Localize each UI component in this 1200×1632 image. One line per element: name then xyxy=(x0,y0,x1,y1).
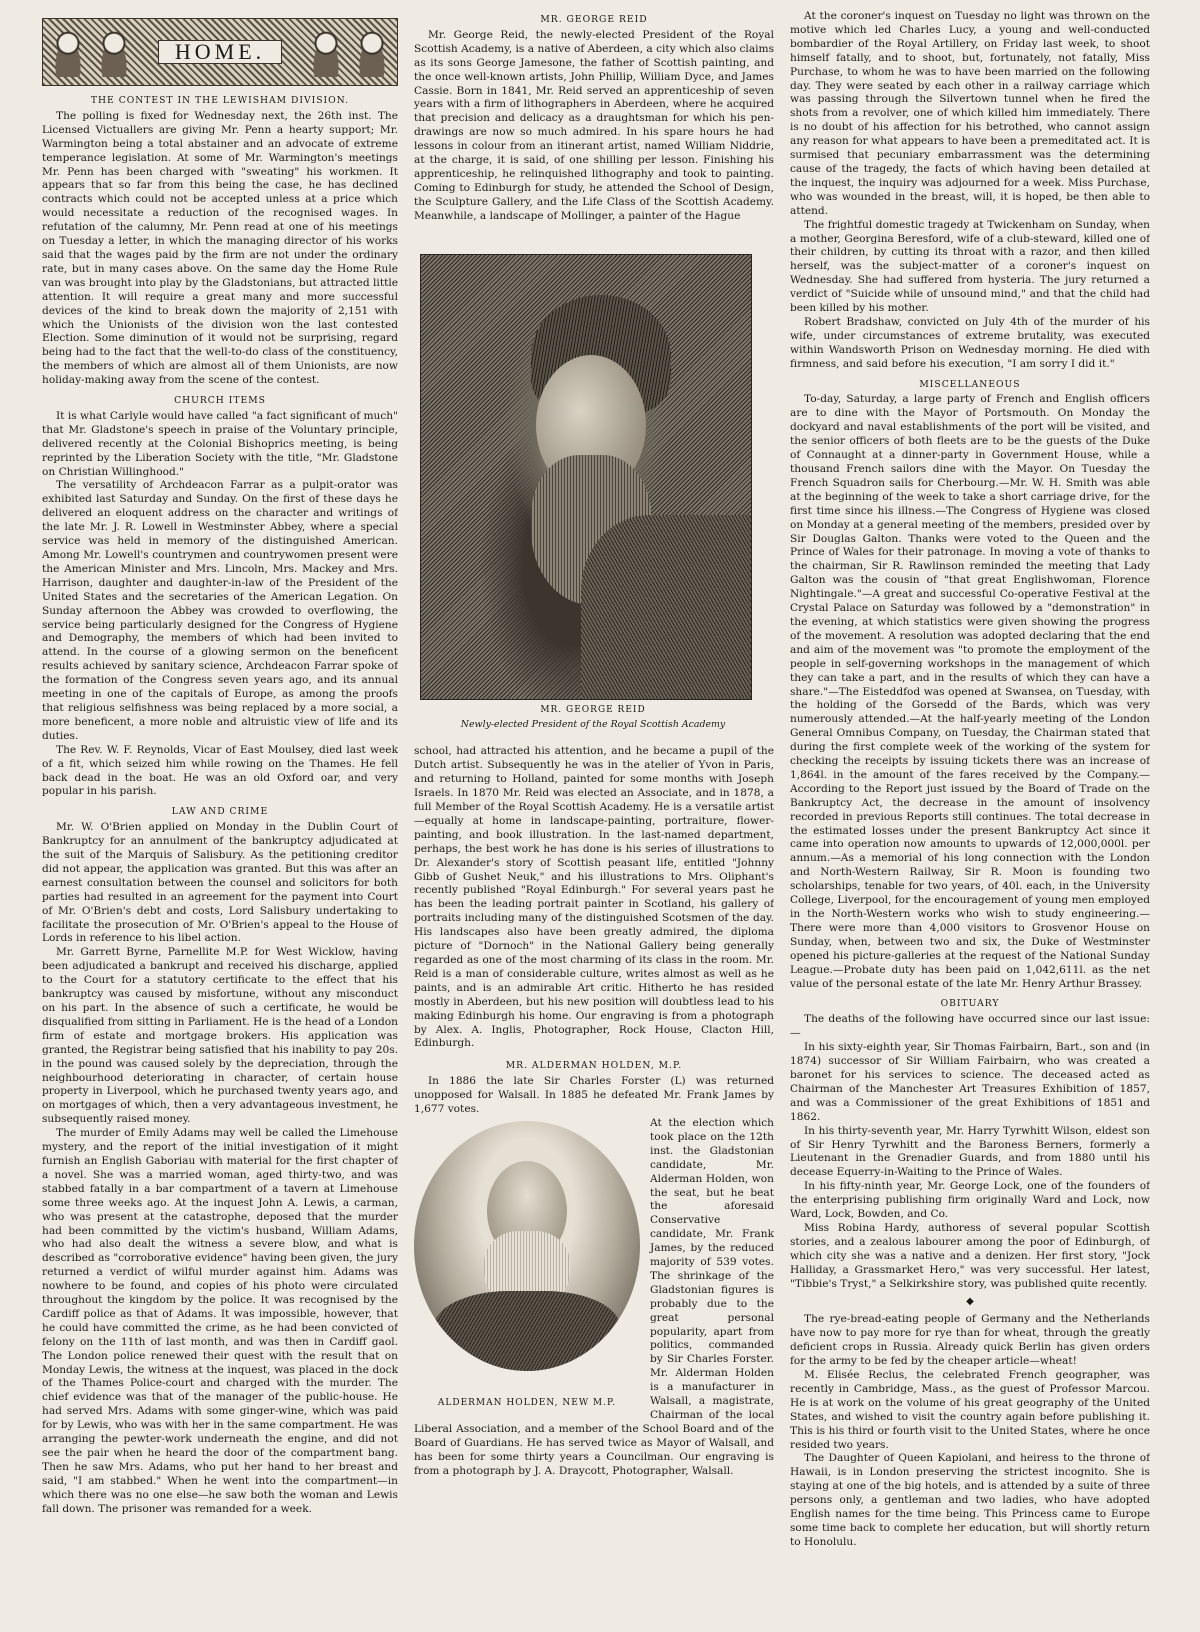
reid-portrait-subcaption: Newly-elected President of the Royal Scottish Academy xyxy=(460,718,726,730)
section-heading-obituary: OBITUARY xyxy=(940,998,1000,1010)
article-paragraph: The frightful domestic tragedy at Twickenham on Sunday, when a mother, Georgina Beresford, wife of a club-steward, killed one of their children, by cutting its throat with a razor, and then killed herself, was the subject-matter of a coroner's inquest on Wednesday. She had suffered from hysteria. The jury returned a verdict of "Suicide while of unsound mind," and that the child had been killed by his mother. xyxy=(790,218,1150,315)
article-paragraph: The rye-bread-eating people of Germany and the Netherlands have now to pay more for rye than for wheat, through the greatly deficient crops in Russia. Already quick Berlin has given orders for the army to be fed by the cheaper article—wheat! xyxy=(790,1313,1150,1368)
article-paragraph: Mr. W. O'Brien applied on Monday in the Dublin Court of Bankruptcy for an annulment of the bankruptcy adjudicated at the suit of the Marquis of Salisbury. As the petitioning creditor did not appear, the application was granted. But this was after an earnest consultation between the counsel and solicitors for both parties had resulted in an agreement for the payment into Court of Mr. O'Brien's debt and costs, Lord Salisbury undertaking to facilitate the prosecution of Mr. O'Brien's appeal to the House of Lords in reference to his libel action. xyxy=(42,821,398,945)
holden-portrait-image xyxy=(414,1121,640,1371)
column-right xyxy=(790,10,1150,1622)
article-paragraph: The Daughter of Queen Kapiolani, and heiress to the throne of Hawaii, is in London preserving the strictest incognito. She is staying at one of the big hotels, and is attended by a suite of three persons only, a gentleman and two ladies, who have adopted English names for the time being. This Princess came to Europe some time back to complete her education, but will shortly return to Honolulu. xyxy=(790,1452,1150,1548)
column-middle xyxy=(414,10,774,1622)
article-paragraph: At the coroner's inquest on Tuesday no light was thrown on the motive which led Charles Lucy, a young and well-conducted bombardier of the Royal Artillery, on Friday last week, to shoot himself fatally, and to shoot, but, fortunately, not fatally, Miss Purchase, to whom he was to have been married on the following day. They were seated by each other in a railway carriage which was passing through the Silvertown tunnel when he fired the shots from a revolver, one of which killed him immediately. There is no doubt of his affection for his betrothed, who cannot assign any reason for what appears to have been a premeditated act. It is surmised that pecuniary embarrassment was the determining cause of the tragedy, the facts of which having been detailed at the inquest, the inquiry was adjourned for a week. Miss Purchase, who was wounded in the breast, will, it is hoped, be then able to attend. xyxy=(790,10,1150,217)
reid-portrait-figure xyxy=(420,254,766,732)
article-paragraph: In 1886 the late Sir Charles Forster (L) was returned unopposed for Walsall. In 1885 he defeated Mr. Frank James by 1,677 votes. xyxy=(414,1075,774,1116)
holden-portrait-caption: ALDERMAN HOLDEN, NEW M.P. xyxy=(437,1397,617,1408)
article-paragraph: The murder of Emily Adams may well be called the Limehouse mystery, and the report of the initial investigation of it might furnish an English Gaboriau with material for the first chapter of a novel. She was a married woman, aged thirty-two, and was stabbed fatally in a bar compartment of a tavern at Limehouse some three weeks ago. At the inquest John A. Lewis, a carman, who was present at the catastrophe, deposed that the murder had been committed by the victim's husband, William Adams, who had also dealt the witness a severe blow, and what is described as "corroborative evidence" having been given, the jury returned a verdict of wilful murder against him. Adams was nowhere to be found, and copies of his photo were circulated throughout the kingdom by the police. It was recognised by the Cardiff police as that of Adams. It was impossible, however, that he could have committed the crime, as he had been convicted of felony on the 11th of last month, and was then in Cardiff gaol. The London police renewed their quest with the result that on Monday Lewis, the witness at the inquest, was placed in the dock of the Thames Police-court and charged with the murder. The chief evidence was that of the manager of the public-house. He had served Mrs. Adams with some ginger-wine, which was paid for by Lewis, who was with her in the same compartment. He was arranging the pewter-work underneath the engine, and did not see the pair when he heard the door of the compartment bang. Then he saw Mrs. Adams, who put her hand to her breast and said, "I am stabbed." When he went into the compartment—in which there was no one else—he saw both the woman and Lewis fall down. The prisoner was remanded for a week. xyxy=(42,1127,398,1515)
masthead-ornament-right-inner xyxy=(307,25,345,77)
portrait-coat xyxy=(434,1291,620,1371)
portrait-coat xyxy=(581,515,751,700)
article-paragraph: Robert Bradshaw, convicted on July 4th of the murder of his wife, under circumstances of extreme brutality, was executed within Wandsworth Prison on Wednesday morning. He died with firmness, and said before his execution, "I am sorry I did it." xyxy=(790,315,1150,370)
section-heading-miscellaneous: MISCELLANEOUS xyxy=(919,378,1021,390)
masthead-ornament-left xyxy=(49,25,87,77)
article-paragraph: The deaths of the following have occurred since our last issue:— xyxy=(790,1013,1150,1040)
article-paragraph: To-day, Saturday, a large party of French and English officers are to dine with the Mayor of Portsmouth. On Monday the dockyard and naval establishments of the port will be visited, and the senior officers of both fleets are to be the guests of the Duke of Connaught at a dinner-party in Government House, while a thousand French sailors dine with the Mayor. On Tuesday the French Squadron sails for Cherbourg.—Mr. W. H. Smith was able at the beginning of the week to take a short carriage drive, for the first time since his illness.—The Congress of Hygiene was closed on Monday at a general meeting of the members, presided over by Sir Douglas Galton. Thanks were voted to the Queen and the Prince of Wales for their patronage. In moving a vote of thanks to the chairman, Sir R. Rawlinson reminded the meeting that Lady Galton was the cousin of "that great Englishwoman, Florence Nightingale."—A great and successful Co-operative Festival at the Crystal Palace on Saturday was followed by a "demonstration" in the evening, at which statistics were given showing the progress of the movement. A resolution was adopted declaring that the end and aim of the movement was "to promote the employment of the people in self-governing workshops in the management of which they can take a part, and in the results of which they can have a share."—The Eisteddfod was opened at Swansea, on Tuesday, with the holding of the Gorsedd of the Bards, which was very numerously attended.—At the half-yearly meeting of the London General Omnibus Company, on Tuesday, the Chairman stated that during the first complete week of the working of the system for checking the receipts by issuing tickets there was an increase of 1,864l. in the amount of the fares received by the Company.—According to the Report just issued by the Board of Trade on the Bankruptcy Act, the decrease in the amount of insolvency recorded in previous Reports still continues. The total decrease in the estimated losses under the present Bankruptcy Act since it came into operation now amounts to upwards of 12,000,000l. per annum.—As a memorial of his long connection with the London and North-Western Railway, Sir R. Moon is founding two scholarships, tenable for two years, of 40l. each, in the University College, Liverpool, for the encouragement of young men employed in the North-Western works who wish to study engineering.—There were more than 4,000 visitors to Grosvenor House on Sunday, when, between two and six, the Duke of Westminster opened his picture-galleries at the request of the National Sunday League.—Probate duty has been paid on 1,042,611l. as the net value of the personal estate of the late Mr. Henry Arthur Brassey. xyxy=(790,393,1150,990)
masthead-ornament-right xyxy=(353,25,391,77)
section-heading-lewisham: THE CONTEST IN THE LEWISHAM DIVISION. xyxy=(90,95,350,106)
masthead-ornament-left-inner xyxy=(95,25,133,77)
section-heading-church: CHURCH ITEMS xyxy=(174,395,266,407)
reid-portrait-caption: MR. GEORGE REID xyxy=(540,704,646,715)
masthead-title: HOME. xyxy=(158,40,282,64)
article-paragraph: Mr. George Reid, the newly-elected President of the Royal Scottish Academy, is a native of Aberdeen, a city which also claims as its sons George Jamesone, the father of Scottish painting, and the once well-known artists, John Phillip, William Dyce, and James Cassie. Born in 1841, Mr. Reid served an apprenticeship of seven years with a firm of lithographers in Aberdeen, where he acquired that precision and delicacy as a draughtsman for which his pen-drawings are now so much admired. In his spare hours he had lessons in colour from an itinerant artist, named William Niddrie, at the charge, it is said, of one shilling per lesson. Finishing his apprenticeship, he relinquished lithography and took to painting. Coming to Edinburgh for study, he attended the School of Design, the Sculpture Gallery, and the Life Class of the Scottish Academy. Meanwhile, a landscape of Mollinger, a painter of the Hague xyxy=(414,28,774,222)
column-left xyxy=(42,10,398,1622)
article-paragraph: At the election which took place on the 12th inst. the Gladstonian candidate, Mr. Alderman Holden, won the seat, but he beat the aforesaid Conservative candidate, Mr. Frank James, by the reduced majority of 539 votes. The shrinkage of the Gladstonian figures is probably due to the great personal popularity, apart from politics, commanded by Sir Charles Forster. Mr. Alderman Holden is a manufacturer in Walsall, a magistrate, Chairman of the local Liberal Association, and a member of the School Board and of the Board of Guardians. He has served twice as Mayor of Walsall, and has been for some thirty years a Councilman. Our engraving is from a photograph by J. A. Draycott, Photographer, Walsall. xyxy=(414,1116,774,1477)
home-masthead xyxy=(42,18,398,86)
article-paragraph: The polling is fixed for Wednesday next, the 26th inst. The Licensed Victuallers are giving Mr. Penn a hearty support; Mr. Warmington being a total abstainer and an advocate of extreme temperance legislation. At some of Mr. Warmington's meetings Mr. Penn has been charged with "sweating" his workmen. It appears that so far from this being the case, he has declined contracts which could not be accepted unless at a price which would necessitate a reduction of the recognised wages. In refutation of the calumny, Mr. Penn read at one of his meetings on Tuesday a letter, in which the managing director of his works said that the wages paid by the firm are not under the ordinary rate, but in many cases above. On the same day the Home Rule van was brought into play by the Gladstonians, but attracted little attention. It will require a great many and more successful devices of the kind to break down the majority of 2,151 with which the Unionists of the division won the last contested Election. Some diminution of it would not be surprising, regard being had to the fact that the well-to-do class of the constituency, the members of which are almost all of them Unionists, are now holiday-making away from the scene of the contest. xyxy=(42,109,398,387)
reid-portrait-image xyxy=(420,254,752,700)
article-paragraph: In his fifty-ninth year, Mr. George Lock, one of the founders of the enterprising publishing firm originally Ward and Lock, now Ward, Lock, Bowden, and Co. xyxy=(790,1180,1150,1221)
section-heading-reid: MR. GEORGE REID xyxy=(540,14,648,25)
holden-portrait-figure xyxy=(414,1121,640,1411)
article-paragraph: In his sixty-eighth year, Sir Thomas Fairbairn, Bart., son and (in 1874) successor of Sir William Fairbairn, who was created a baronet for his services to science. The deceased acted as Chairman of the Manchester Art Treasures Exhibition of 1857, and was a Commissioner of the great Exhibitions of 1851 and 1862. xyxy=(790,1041,1150,1123)
article-paragraph: M. Elisée Reclus, the celebrated French geographer, was recently in Cambridge, Mass., as the guest of Professor Marcou. He is at work on the volume of his great geography of the United States, and wished to visit the country again before publishing it. This is his third or fourth visit to the United States, where he once resided two years. xyxy=(790,1369,1150,1451)
article-paragraph: It is what Carlyle would have called "a fact significant of much" that Mr. Gladstone's speech in praise of the Voluntary principle, delivered recently at the Colonial Bishoprics meeting, is being reprinted by the Liberation Society with the title, "Mr. Gladstone on Christian Willinghood." xyxy=(42,409,398,478)
section-heading-holden: MR. ALDERMAN HOLDEN, M.P. xyxy=(505,1060,683,1072)
article-paragraph: Miss Robina Hardy, authoress of several popular Scottish stories, and a zealous labourer among the poor of Edinburgh, of which city she was a native and a denizen. Her first story, "Jock Halliday, a Grassmarket Hero," was very successful. Her latest, "Tibbie's Tryst," a Selkirkshire story, was published quite recently. xyxy=(790,1221,1150,1290)
section-divider: ◆ xyxy=(966,1296,974,1308)
article-paragraph: The Rev. W. F. Reynolds, Vicar of East Moulsey, died last week of a fit, which seized him while rowing on the Thames. He fell back dead in the boat. He was an old Oxford oar, and very popular in his parish. xyxy=(42,743,398,798)
article-paragraph: The versatility of Archdeacon Farrar as a pulpit-orator was exhibited last Saturday and Sunday. On the first of these days he delivered an eloquent address on the character and writings of the late Mr. J. R. Lowell in Westminster Abbey, where a special service was held in memory of the distinguished American. Among Mr. Lowell's countrymen and countrywomen present were the American Minister and Mrs. Lincoln, Mrs. Mackey and Mrs. Harrison, daughter and daughter-in-law of the President of the United States and the secretaries of the American Legation. On Sunday afternoon the Abbey was crowded to overflowing, the service being particularly designed for the Congress of Hygiene and Demography, the members of which had been invited to attend. In the course of a glowing sermon on the beneficent results achieved by sanitary science, Archdeacon Farrar spoke of the formation of the Congress seven years ago, and its annual meeting in one of the capitals of Europe, as among the proofs that religious selfishness was being replaced by a more social, a more beneficent, a more noble and altruistic view of life and its duties. xyxy=(42,479,398,742)
article-paragraph: In his thirty-seventh year, Mr. Harry Tyrwhitt Wilson, eldest son of Sir Henry Tyrwhitt and the Baroness Berners, formerly a Lieutenant in the Grenadier Guards, and from 1880 until his decease Equerry-in-Waiting to the Prince of Wales. xyxy=(790,1124,1150,1179)
section-heading-law: LAW AND CRIME xyxy=(171,806,269,818)
article-paragraph: Mr. Garrett Byrne, Parnellite M.P. for West Wicklow, having been adjudicated a bankrupt and received his discharge, applied to the Court for a statutory certificate to the effect that his bankruptcy was caused by misfortune, without any misconduct on his part. In the absence of such a certificate, he would be disqualified from sitting in Parliament. He is the head of a London firm of estate and mortgage brokers. His application was granted, the Registrar being satisfied that his inability to pay 20s. in the pound was caused solely by the depreciation, through the neighbourhood deteriorating in character, of certain house property in Liverpool, which he purchased twenty years ago, and on mortgages of which, then a very advantageous investment, he subsequently raised money. xyxy=(42,946,398,1126)
article-paragraph: school, had attracted his attention, and he became a pupil of the Dutch artist. Subsequently he was in the atelier of Yvon in Paris, and returning to Holland, painted for some months with Joseph Israels. In 1870 Mr. Reid was elected an Associate, and in 1878, a full Member of the Royal Scottish Academy. He is a versatile artist—equally at home in landscape-painting, portraiture, flower-painting, and book illustration. In the last-named department, perhaps, the best work he has done is his series of illustrations to Dr. Alexander's story of Scottish peasant life, entitled "Johnny Gibb of Gushet Neuk," and his illustrations to Mrs. Oliphant's recently published "Royal Edinburgh." For several years past he has been the leading portrait painter in Scotland, his gallery of portraits including many of the distinguished Scotsmen of the day. His landscapes also have been greatly admired, the diploma picture of "Dornoch" in the National Gallery being generally regarded as one of the most charming of its class in the room. Mr. Reid is a man of considerable culture, writes almost as well as he paints, and is an admirable Art critic. Hitherto he has resided mostly in Aberdeen, but his new position will doubtless lead to his making Edinburgh his home. Our engraving is from a photograph by Alex. A. Inglis, Photographer, Rock House, Clacton Hill, Edinburgh. xyxy=(414,745,774,1050)
